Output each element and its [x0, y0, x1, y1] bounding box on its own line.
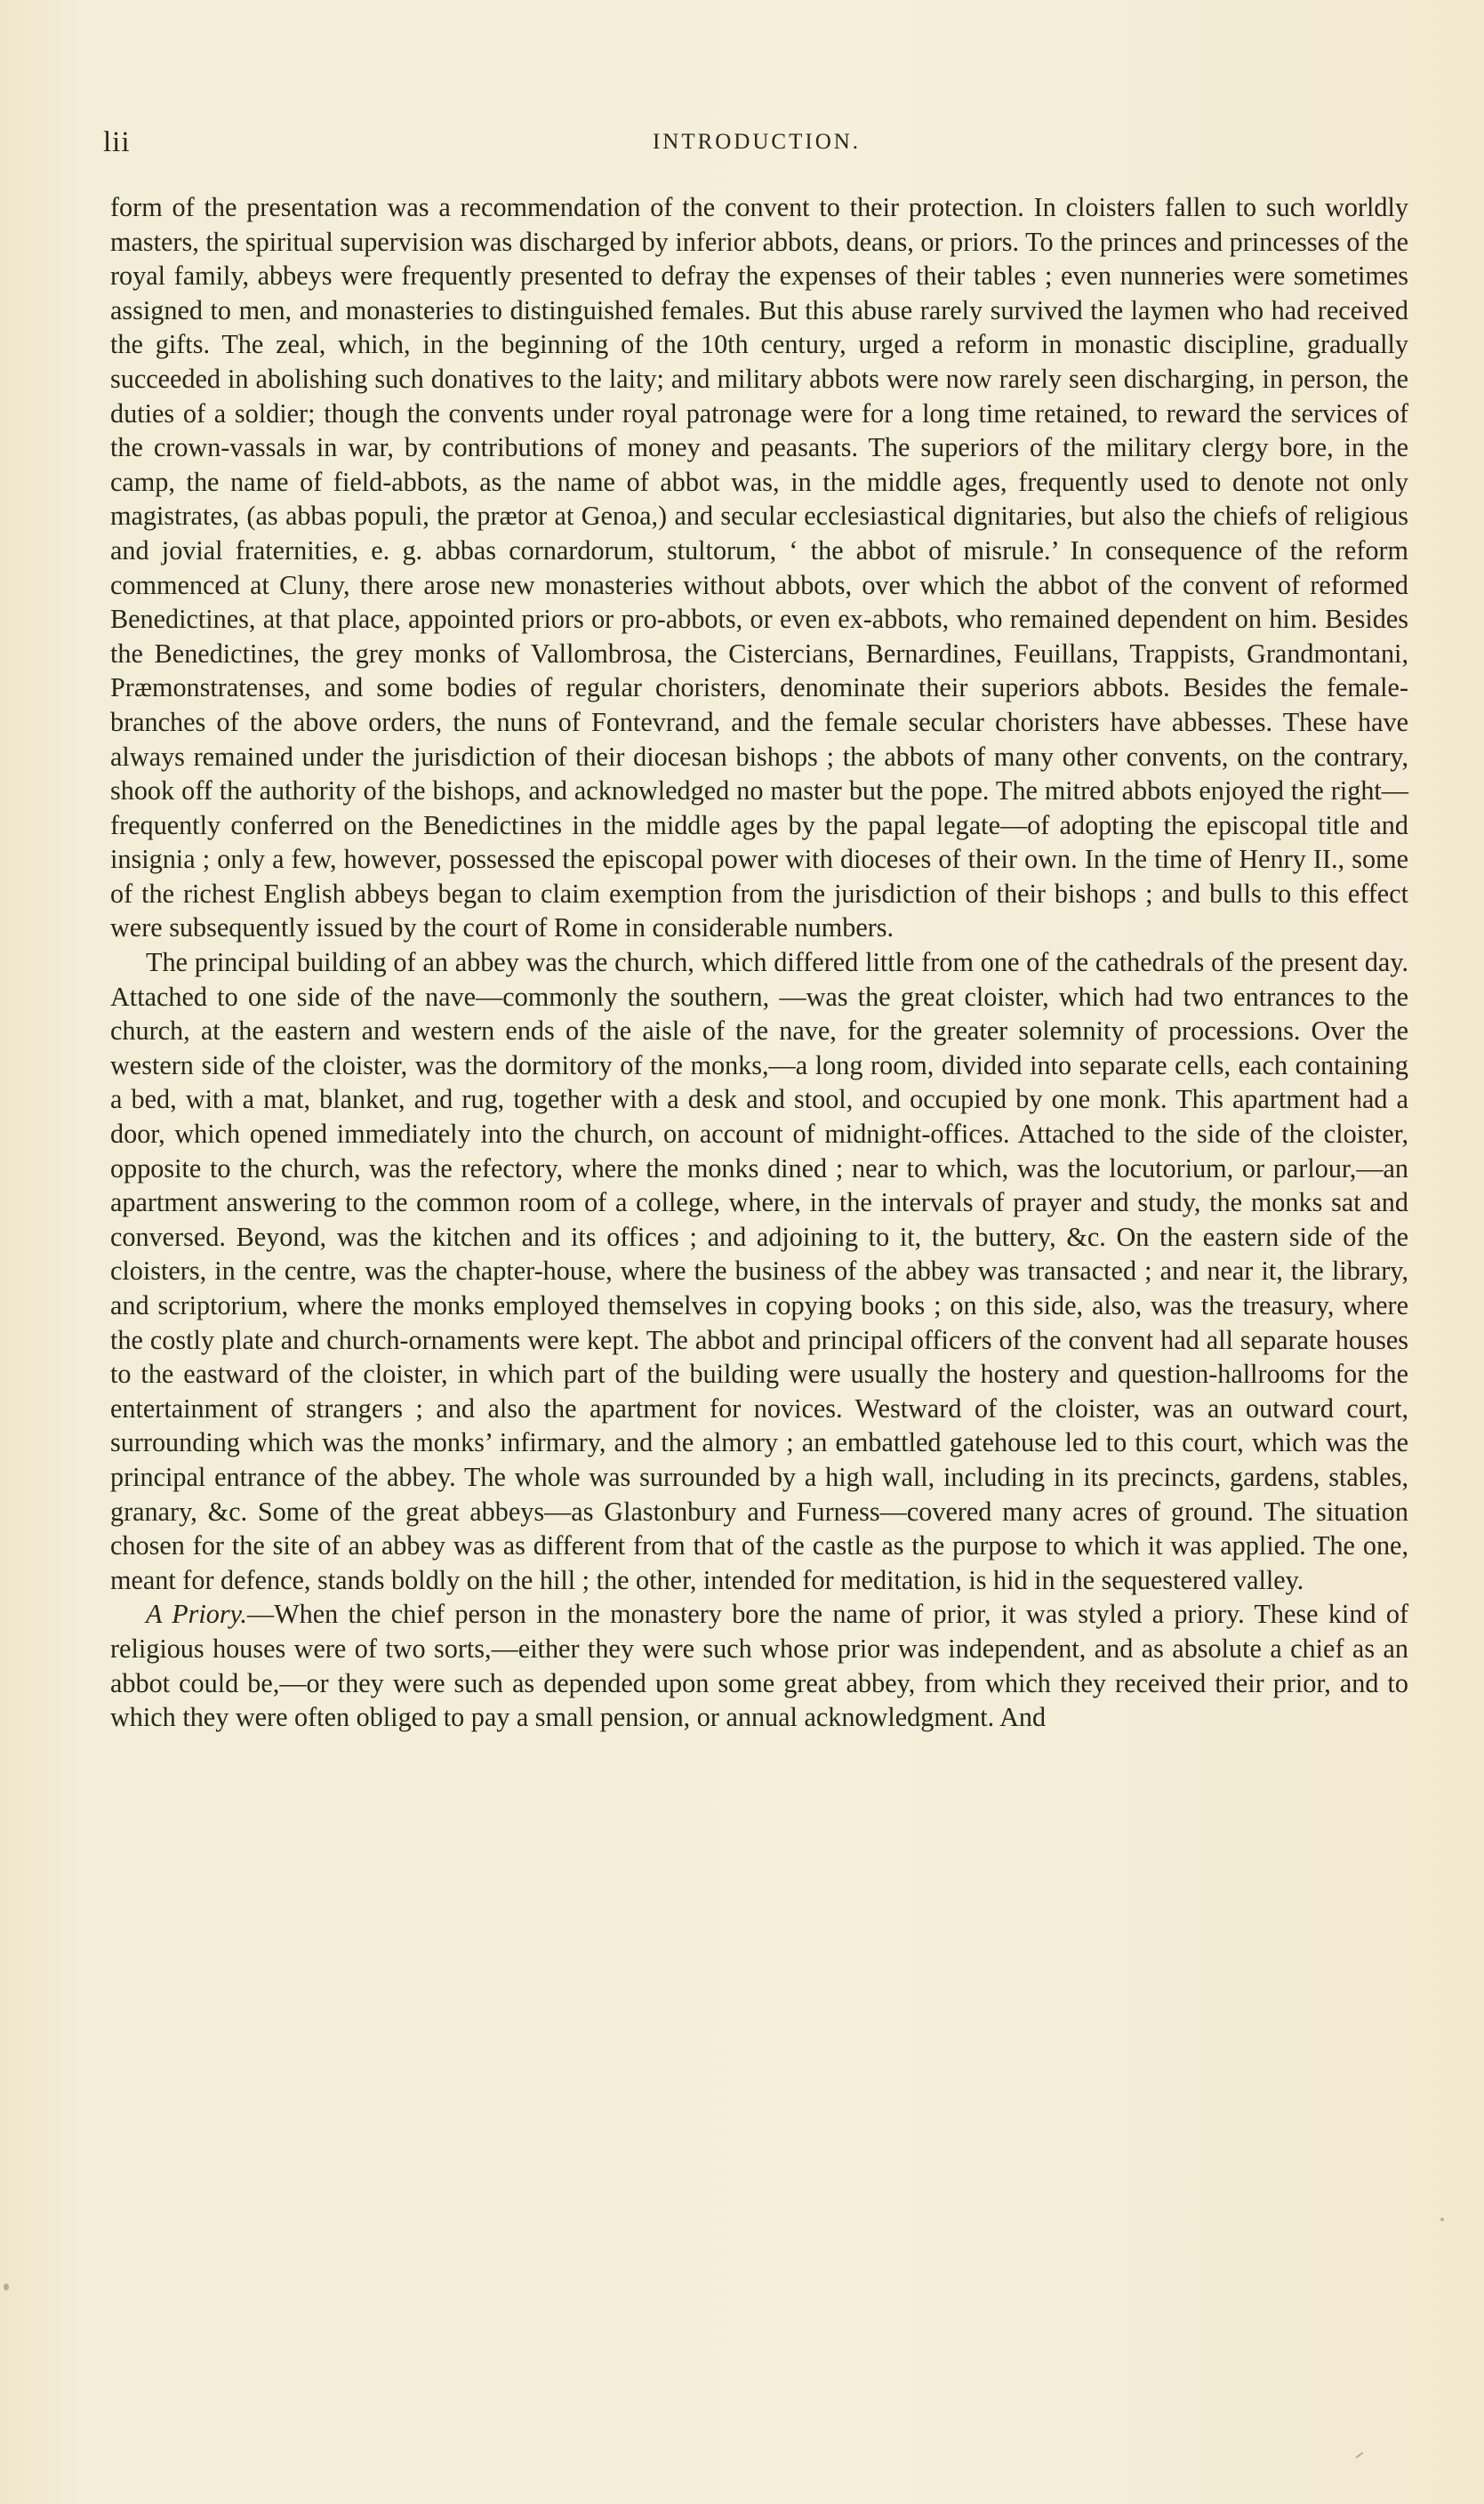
paragraph-3: [110, 1597, 1408, 1734]
page-header: [103, 126, 1410, 165]
body-text: [110, 190, 1408, 1735]
paragraph-3-text: —When the chief person in the monastery bore the name of prior, it was styled a priory. These kind of religious houses were of two sorts,—either they were such whose prior was independent, and as absolute a chief as an abbot could be,—or they were such as depended upon some great abbey, from which they received their prior, and to which they were often obliged to pay a small pension, or annual acknowledgment. And: [110, 1599, 1409, 1733]
margin-speck: [4, 2283, 9, 2291]
corner-mark: [1355, 2452, 1363, 2458]
margin-speck: [1440, 2218, 1444, 2221]
paragraph-2: The principal building of an abbey was the church, which differed little from one of the cathedrals of the present day. Attached to one side of the nave—commonly the southern, —was the great cloister, which had two entrances to the church, at the eastern and western ends of the aisle of the nave, for the greater solemnity of processions. Over the western side of the cloister, was the dormitory of the monks,—a long room, divided into separate cells, each containing a bed, with a mat, blanket, and rug, together with a desk and stool, and occupied by one monk. This apartment had a door, which opened immediately into the church, on account of midnight-offices. Attached to the side of the cloister, opposite to the church, was the refectory, where the monks dined ; near to which, was the locutorium, or parlour,—an apartment answering to the common room of a college, where, in the intervals of prayer and study, the monks sat and conversed. Beyond, was the kitchen and its offices ; and adjoining to it, the buttery, &c. On the eastern side of the cloisters, in the centre, was the chapter-house, where the business of the abbey was transacted ; and near it, the library, and scriptorium, where the monks employed themselves in copying books ; on this side, also, was the treasury, where the costly plate and church-ornaments were kept. The abbot and principal officers of the convent had all separate houses to the eastward of the cloister, in which part of the building were usually the hostery and question-hallrooms for the entertainment of strangers ; and also the apartment for novices. Westward of the cloister, was an outward court, surrounding which was the monks’ infirmary, and the almory ; an embattled gatehouse led to this court, which was the principal entrance of the abbey. The whole was surrounded by a high wall, including in its precincts, gardens, stables, granary, &c. Some of the great abbeys—as Glastonbury and Furness—covered many acres of ground. The situation chosen for the site of an abbey was as different from that of the castle as the purpose to which it was applied. The one, meant for defence, stands boldly on the hill ; the other, intended for meditation, is hid in the sequestered valley.: [110, 947, 1408, 1595]
running-head: INTRODUCTION.: [652, 130, 862, 154]
priory-heading: A Priory.: [146, 1599, 247, 1630]
paragraph-1: form of the presentation was a recommendation of the convent to their protection. In cloisters fallen to such worldly masters, the spiritual supervision was discharged by inferior abbots, deans, or priors. To the princes and princesses of the royal family, abbeys were frequently presented to defray the expenses of their tables ; even nunneries were sometimes assigned to men, and monasteries to distinguished females. But this abuse rarely survived the laymen who had received the gifts. The zeal, which, in the beginning of the 10th century, urged a reform in monastic discipline, gradually succeeded in abolishing such donatives to the laity; and military abbots were now rarely seen discharging, in person, the duties of a soldier; though the convents under royal patronage were for a long time retained, to reward the services of the crown-vassals in war, by contributions of money and peasants. The superiors of the military clergy bore, in the camp, the name of field-abbots, as the name of abbot was, in the middle ages, frequently used to denote not only magistrates, (as abbas populi, the prætor at Genoa,) and secular ecclesiastical dignitaries, but also the chiefs of religious and jovial fraternities, e. g. abbas cornardorum, stultorum, ‘ the abbot of misrule.’ In consequence of the reform commenced at Cluny, there arose new monasteries without abbots, over which the abbot of the convent of reformed Benedictines, at that place, appointed priors or pro-abbots, or even ex-abbots, who remained dependent on him. Besides the Benedictines, the grey monks of Vallombrosa, the Cistercians, Bernardines, Feuillans, Trappists, Grandmontani, Præmonstratenses, and some bodies of regular choristers, denominate their superiors abbots. Besides the female-branches of the above orders, the nuns of Fontevrand, and the female secular choristers have abbesses. These have always remained under the jurisdiction of their diocesan bishops ; the abbots of many other convents, on the contrary, shook off the authority of the bishops, and acknowledged no master but the pope. The mitred abbots enjoyed the right—frequently conferred on the Benedictines in the middle ages by the papal legate—of adopting the episcopal title and insignia ; only a few, however, possessed the episcopal power with dioceses of their own. In the time of Henry II., some of the richest English abbeys began to claim exemption from the jurisdiction of their bishops ; and bulls to this effect were subsequently issued by the court of Rome in considerable numbers.: [110, 192, 1408, 943]
page-number: lii: [103, 126, 131, 158]
